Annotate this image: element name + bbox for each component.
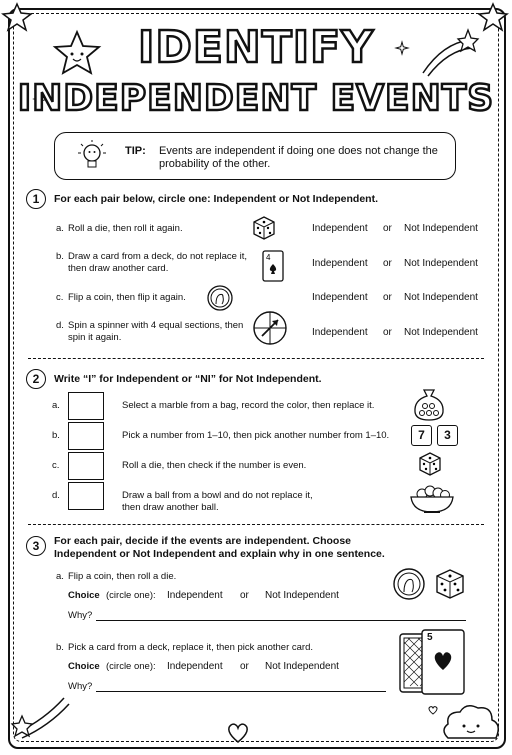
option-independent[interactable]: Independent bbox=[167, 590, 223, 601]
die-icon bbox=[250, 214, 278, 242]
item-letter: a. bbox=[56, 223, 64, 234]
item-letter: a. bbox=[56, 571, 64, 582]
coin-icon bbox=[392, 567, 426, 601]
item-letter: b. bbox=[52, 430, 60, 441]
item-letter: b. bbox=[56, 251, 64, 262]
choice-hint: (circle one): bbox=[106, 661, 156, 672]
item-letter: c. bbox=[56, 292, 64, 303]
small-heart-icon bbox=[428, 706, 438, 715]
section-instruction: Write “I” for Independent or “NI” for Not Independent. bbox=[54, 373, 322, 385]
option-not-independent[interactable]: Not Independent bbox=[404, 327, 478, 338]
answer-box[interactable] bbox=[68, 392, 104, 420]
choice-label: Choice bbox=[68, 590, 100, 601]
answer-line[interactable] bbox=[96, 620, 466, 621]
section-instruction: For each pair, decide if the events are independent. Choose Independent or Not Independent and explain why in one sentence. bbox=[54, 535, 385, 560]
section-instruction: For each pair below, circle one: Independent or Not Independent. bbox=[54, 193, 378, 205]
item-text: Roll a die, then check if the number is even. bbox=[122, 460, 307, 471]
answer-box[interactable] bbox=[68, 422, 104, 450]
item-letter: c. bbox=[52, 460, 60, 471]
item-letter: b. bbox=[56, 642, 64, 653]
why-label: Why? bbox=[68, 681, 93, 692]
section-divider bbox=[28, 524, 484, 525]
spinner-icon bbox=[252, 310, 288, 346]
card-rank: 5 bbox=[427, 632, 433, 643]
item-text: Spin a spinner with 4 equal sections, then spin it again. bbox=[68, 320, 244, 343]
item-text: Pick a number from 1–10, then pick another number from 1–10. bbox=[122, 430, 390, 441]
tip-box bbox=[54, 132, 456, 180]
item-text: Roll a die, then roll it again. bbox=[68, 223, 183, 234]
option-or: or bbox=[383, 327, 392, 338]
answer-box[interactable] bbox=[68, 482, 104, 510]
choice-label: Choice bbox=[68, 661, 100, 672]
option-or: or bbox=[240, 590, 249, 601]
answer-box[interactable] bbox=[68, 452, 104, 480]
option-not-independent[interactable]: Not Independent bbox=[265, 661, 339, 672]
item-text: Select a marble from a bag, record the color, then replace it. bbox=[122, 400, 375, 411]
card-icon bbox=[262, 250, 284, 282]
option-independent[interactable]: Independent bbox=[312, 258, 368, 269]
option-or: or bbox=[383, 223, 392, 234]
item-text: Pick a card from a deck, replace it, then pick another card. bbox=[68, 642, 314, 653]
title-line-2: INDEPENDENT EVENTS bbox=[17, 78, 495, 119]
tip-label: TIP: bbox=[125, 145, 146, 157]
option-or: or bbox=[240, 661, 249, 672]
heart-icon bbox=[226, 722, 250, 744]
item-text: Flip a coin, then roll a die. bbox=[68, 571, 177, 582]
shooting-star-icon bbox=[14, 690, 74, 740]
section-divider bbox=[28, 358, 484, 359]
option-not-independent[interactable]: Not Independent bbox=[404, 258, 478, 269]
tip-text: Events are independent if doing one does not change the probability of the other. bbox=[159, 145, 438, 170]
number-card: 3 bbox=[437, 425, 458, 446]
option-independent[interactable]: Independent bbox=[312, 223, 368, 234]
choice-hint: (circle one): bbox=[106, 590, 156, 601]
section-number: 2 bbox=[26, 369, 46, 389]
option-not-independent[interactable]: Not Independent bbox=[404, 223, 478, 234]
bowl-icon bbox=[408, 482, 456, 516]
option-or: or bbox=[383, 258, 392, 269]
item-letter: d. bbox=[52, 490, 60, 501]
coin-icon bbox=[206, 284, 234, 312]
die-icon bbox=[416, 450, 444, 478]
item-letter: d. bbox=[56, 320, 64, 331]
die-icon bbox=[432, 566, 468, 602]
section-number: 3 bbox=[26, 536, 46, 556]
answer-line[interactable] bbox=[96, 691, 386, 692]
option-not-independent[interactable]: Not Independent bbox=[404, 292, 478, 303]
option-not-independent[interactable]: Not Independent bbox=[265, 590, 339, 601]
number-card: 7 bbox=[411, 425, 432, 446]
option-independent[interactable]: Independent bbox=[312, 327, 368, 338]
why-label: Why? bbox=[68, 610, 93, 621]
lightbulb-icon bbox=[77, 139, 107, 173]
playing-cards-icon bbox=[398, 628, 470, 698]
marble-bag-icon bbox=[412, 386, 446, 422]
option-independent[interactable]: Independent bbox=[312, 292, 368, 303]
item-text: Flip a coin, then flip it again. bbox=[68, 292, 186, 303]
cloud-icon bbox=[440, 700, 502, 742]
item-text: Draw a card from a deck, do not replace it, then draw another card. bbox=[68, 251, 247, 274]
item-letter: a. bbox=[52, 400, 60, 411]
option-or: or bbox=[383, 292, 392, 303]
title-line-1: IDENTIFY bbox=[137, 22, 375, 73]
option-independent[interactable]: Independent bbox=[167, 661, 223, 672]
item-text: Draw a ball from a bowl and do not replace it, then draw another ball. bbox=[122, 490, 313, 513]
svg-text:4: 4 bbox=[266, 253, 271, 262]
section-number: 1 bbox=[26, 189, 46, 209]
